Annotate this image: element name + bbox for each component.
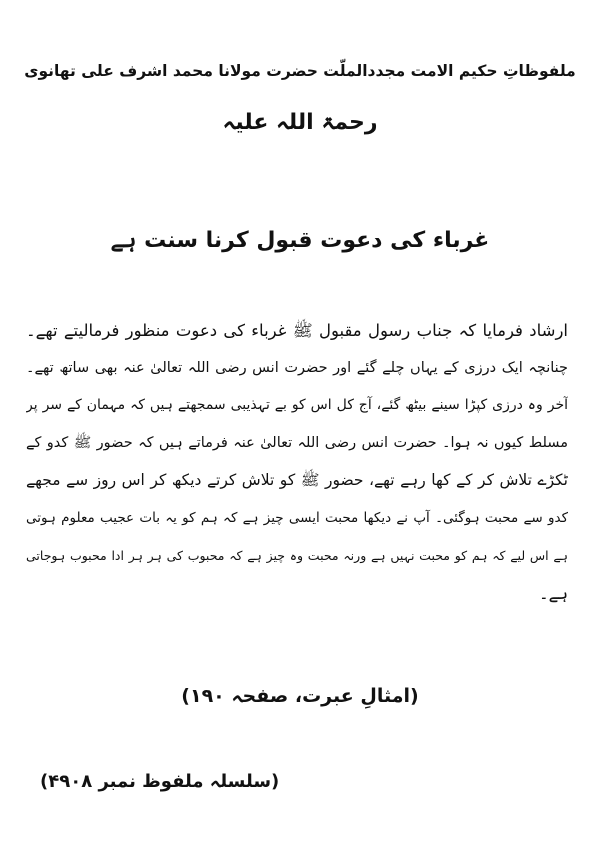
body-line: ٹکڑے تلاش کر کے کھا رہے تھے، حضور ﷺ کو تلاش کرتے دیکھ کر اس روز سے مجھے bbox=[26, 471, 568, 489]
body-line: مسلط کیوں نہ ہوا۔ حضرت انس رضی اللہ تعالیٰ عنہ فرماتے ہیں کہ حضور ﷺ کدو کے bbox=[26, 434, 568, 451]
body-line: آخر وہ درزی کپڑا سینے بیٹھ گئے، آج کل اس کو بے تہذیبی سمجھتے ہیں کہ مہمان کے سر پر bbox=[26, 397, 568, 413]
body-line: ہے اس لیے کہ ہم کو محبت نہیں ہے ورنہ محبت وہ چیز ہے کہ محبوب کی ہر ہر ادا محبوب ہوجاتی bbox=[26, 548, 568, 563]
article-body bbox=[26, 312, 568, 612]
title-line-1: ملفوظاتِ حکیم الامت مجددالملّت حضرت مولانا محمد اشرف علی تھانوی bbox=[24, 62, 576, 80]
source-reference: (امثالِ عبرت، صفحہ ۱۹۰) bbox=[181, 685, 419, 707]
body-line: چنانچہ ایک درزی کے یہاں چلے گئے اور حضرت انس رضی اللہ تعالیٰ عنہ بھی ساتھ تھے۔ bbox=[26, 359, 568, 376]
body-line: ہے۔ bbox=[538, 583, 568, 603]
series-number: (سلسلہ ملفوظ نمبر ۴۹۰۸) bbox=[40, 771, 280, 792]
body-line: ارشاد فرمایا کہ جناب رسول مقبول ﷺ غرباء کی دعوت منظور فرمالیتے تھے۔ bbox=[26, 321, 568, 340]
article-heading: غرباء کی دعوت قبول کرنا سنت ہے bbox=[110, 228, 490, 253]
body-line: کدو سے محبت ہوگئی۔ آپ نے دیکھا محبت ایسی چیز ہے کہ ہم کو یہ بات عجیب معلوم ہوتی bbox=[26, 509, 568, 526]
title-line-2: رحمۃ اللہ علیہ bbox=[222, 110, 378, 135]
